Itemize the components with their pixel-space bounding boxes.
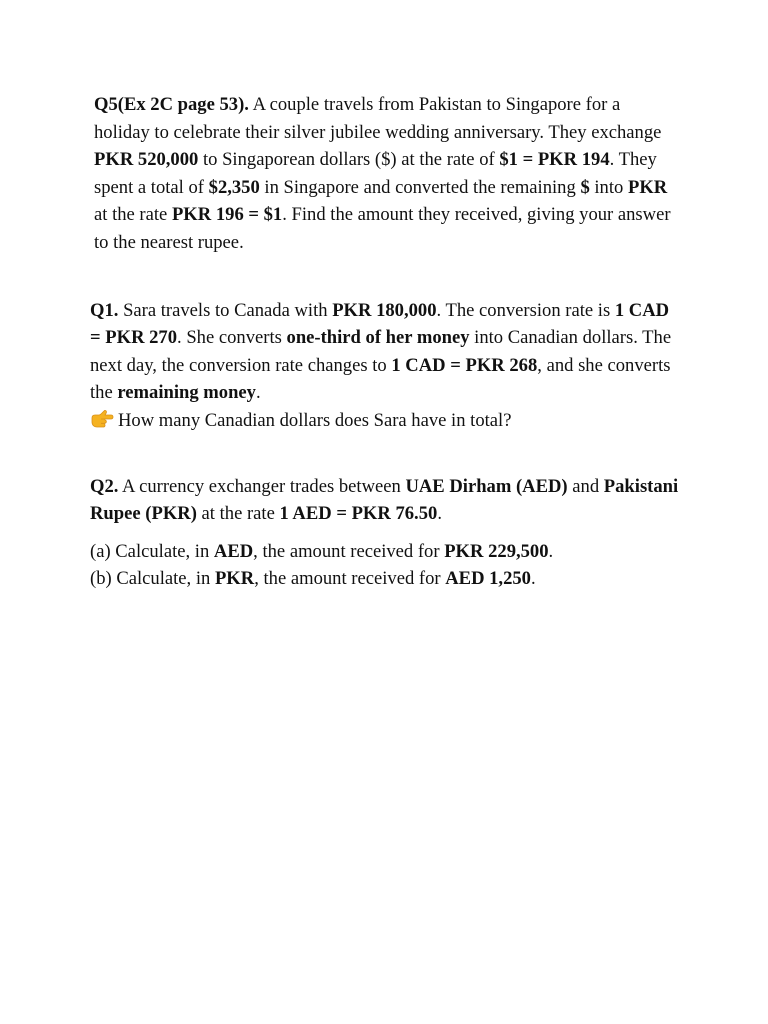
q1-bold-5: remaining money	[117, 382, 256, 404]
spacer	[90, 435, 680, 473]
q1-question-line	[90, 407, 680, 435]
q2b-bold-2: AED 1,250	[445, 568, 531, 590]
q2-text-1: A currency exchanger trades between	[118, 475, 406, 497]
q2-text-3: at the rate	[196, 503, 280, 525]
q1-text-3: . She converts	[177, 327, 287, 349]
q2-part-a	[90, 538, 680, 566]
q5-text-2: to Singaporean dollars ($) at the rate of	[198, 149, 500, 171]
q2a-text-3: .	[548, 540, 554, 562]
q5-bold-5: PKR	[627, 176, 668, 198]
q2-bold-1: UAE Dirham (AED)	[405, 475, 568, 497]
q5-text-3: . They spent a total of	[94, 149, 657, 198]
q2b-text-3: .	[530, 568, 536, 590]
q2b-text-2: , the amount received for	[254, 568, 446, 590]
q2a-bold-1: AED	[213, 540, 254, 562]
q5-text-4: in Singapore and converted the remaining	[259, 176, 581, 198]
spacer	[90, 257, 680, 297]
q2-bold-3: 1 AED = PKR 76.50	[279, 503, 438, 525]
q2a-bold-2: PKR 229,500	[444, 540, 549, 562]
q2-part-b	[90, 565, 680, 593]
q1-text-2: . The conversion rate is	[436, 299, 615, 321]
question-q1	[90, 297, 680, 407]
q5-bold-1: PKR 520,000	[94, 149, 199, 171]
q1-text-4: into Canadian dollars. The next day, the conversion rate changes to	[90, 327, 672, 376]
q5-bold-3: $2,350	[208, 176, 260, 198]
q5-text-7: . Find the amount they received, giving your answer to the nearest rupee.	[94, 204, 671, 253]
q5-label: Q5(Ex 2C page 53).	[94, 94, 249, 115]
q5-bold-6: PKR 196 = $1	[171, 204, 283, 226]
q1-question: How many Canadian dollars does Sara have in total?	[118, 409, 512, 431]
q1-text-1: Sara travels to Canada with	[118, 299, 333, 321]
q1-bold-3: one-third of her money	[286, 327, 470, 349]
q1-bold-1: PKR 180,000	[332, 299, 437, 321]
q2a-text-2: , the amount received for	[253, 540, 445, 562]
q2b-text-1: (b) Calculate, in	[90, 568, 215, 590]
pointing-hand-icon	[90, 408, 114, 430]
q1-bold-2: 1 CAD = PKR 270	[90, 299, 670, 349]
q5-text-5: into	[589, 176, 628, 198]
question-q2	[90, 473, 680, 528]
q2-bold-2: Pakistani Rupee (PKR)	[90, 475, 679, 525]
q2-label: Q2.	[90, 475, 119, 497]
q2a-text-1: (a) Calculate, in	[90, 540, 214, 562]
q1-text-6: .	[255, 382, 261, 404]
q1-text-5: , and she converts the	[90, 354, 671, 404]
q1-bold-4: 1 CAD = PKR 268	[391, 354, 538, 376]
question-q5	[90, 91, 680, 257]
q5-text-1: A couple travels from Pakistan to Singapore for a holiday to celebrate their silver jubilee wedding anniversary. They exchange	[94, 94, 662, 143]
q5-text-6: at the rate	[94, 204, 172, 226]
spacer	[90, 528, 680, 538]
q2-text-4: .	[437, 503, 442, 525]
q1-label: Q1.	[90, 299, 119, 321]
document-page	[90, 91, 680, 593]
q2b-bold-1: PKR	[214, 568, 255, 590]
q5-bold-2: $1 = PKR 194	[499, 149, 610, 171]
q2-text-2: and	[567, 475, 604, 497]
q5-bold-4: $	[580, 176, 590, 198]
